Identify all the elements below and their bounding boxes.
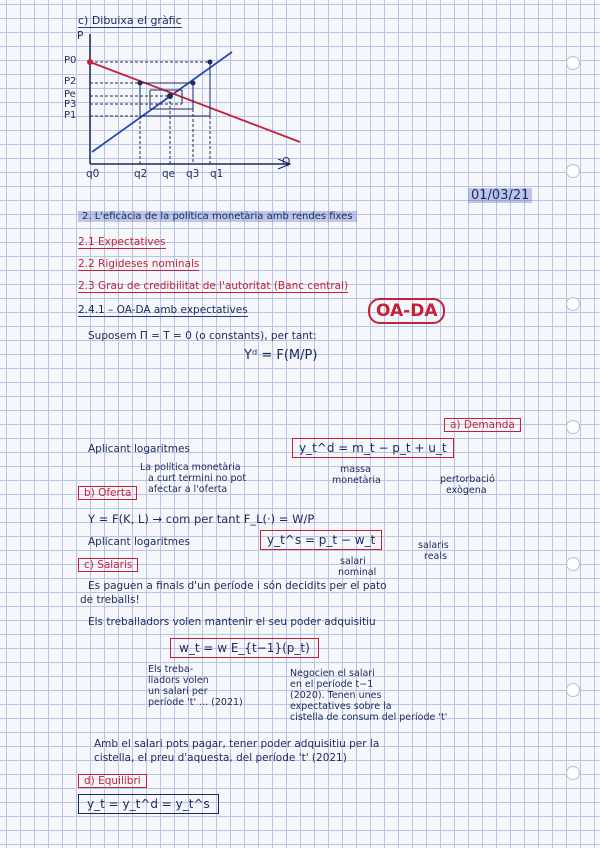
formula-equilibrium: y_t = y_t^d = y_t^s	[78, 794, 219, 814]
label-c-salaris: c) Salaris	[78, 558, 138, 572]
axis-label-p: P	[77, 30, 84, 42]
qty-label-q2: q2	[134, 168, 148, 180]
qty-label-q1: q1	[210, 168, 224, 180]
under-massa-2: monetària	[332, 475, 381, 486]
formula-demand-log: y_t^d = m_t − p_t + u_t	[292, 438, 454, 458]
oa-da-badge: OA-DA	[368, 298, 445, 324]
salaris-line-1: Es paguen a finals d'un període i són decidits per el pato	[88, 580, 387, 592]
right-note-5: cistella de consum del període 't'	[290, 712, 448, 723]
under-pertorbacio-2: exògena	[446, 485, 487, 496]
formula-production-function: Y = F(K, L) → com per tant F_L(·) = W/P	[88, 512, 315, 526]
politica-note-3: afectar a l'oferta	[148, 484, 228, 495]
punch-hole	[566, 297, 580, 311]
punch-hole	[566, 557, 580, 571]
right-note-2: en el període t−1	[290, 679, 374, 690]
section-2-1: 2.1 Expectatives	[78, 236, 166, 248]
section-2-title: 2. L'eficàcia de la política monetària amb rendes fixes	[78, 211, 357, 222]
price-label-p1: P1	[64, 110, 77, 121]
salaris-reals-1: salaris	[418, 540, 449, 551]
qty-label-qe: qe	[162, 168, 176, 180]
left-note-2: lladors volen	[148, 675, 209, 686]
qty-label-q3: q3	[186, 168, 200, 180]
aplicant-logaritmes-2: Aplicant logaritmes	[88, 536, 190, 548]
left-note-4: període 't' ... (2021)	[148, 697, 243, 708]
qty-label-q0: q0	[86, 168, 100, 180]
treballadors-line: Els treballadors volen mantenir el seu poder adquisitiu	[88, 616, 376, 628]
left-note-1: Els treba-	[148, 664, 194, 675]
section-2-4-1: 2.4.1 – OA-DA amb expectatives	[78, 304, 248, 316]
formula-supply-log: y_t^s = p_t − w_t	[260, 530, 382, 550]
price-label-pe: Pe	[64, 89, 76, 100]
right-note-3: (2020). Tenen unes	[290, 690, 382, 701]
formula-demand-function: Yᵈ = F(M/P)	[244, 348, 318, 363]
salaris-reals-2: reals	[424, 551, 447, 562]
aplicant-logaritmes-1: Aplicant logaritmes	[88, 443, 190, 455]
politica-note-2: a curt termini no pot	[148, 473, 247, 484]
punch-hole	[566, 683, 580, 697]
right-note-1: Negocien el salari	[290, 668, 375, 679]
amb-el-salari-line: Amb el salari pots pagar, tener poder adquisitiu per la	[94, 738, 380, 750]
punch-hole	[566, 766, 580, 780]
under-salari-2: nominal	[338, 567, 377, 578]
suposem-line: Suposem Π = T = 0 (o constants), per tant:	[88, 330, 317, 342]
under-pertorbacio-1: pertorbació	[440, 474, 495, 485]
under-massa-1: massa	[340, 464, 371, 475]
cistella-line: cistella, el preu d'aquesta, del període 't' (2021)	[94, 752, 347, 764]
label-b-oferta: b) Oferta	[78, 486, 137, 500]
section-2-2: 2.2 Rigideses nominals	[78, 258, 200, 270]
price-label-p2: P2	[64, 76, 77, 87]
section-2-3: 2.3 Grau de credibilitat de l'autoritat (Banc central)	[78, 280, 349, 292]
label-a-demanda: a) Demanda	[444, 418, 521, 432]
punch-hole	[566, 164, 580, 178]
salaris-line-2: de treballs!	[80, 594, 140, 606]
punch-hole	[566, 56, 580, 70]
left-note-3: un salari per	[148, 686, 208, 697]
under-salari-1: salari	[340, 556, 366, 567]
right-note-4: expectatives sobre la	[290, 701, 392, 712]
date-label: 01/03/21	[468, 188, 532, 203]
price-label-p3: P3	[64, 99, 77, 110]
axis-label-q: Q	[282, 156, 291, 168]
punch-hole	[566, 420, 580, 434]
price-label-p0: P0	[64, 55, 77, 66]
graph-heading: c) Dibuixa el gràfic	[78, 14, 182, 27]
formula-wage: w_t = w E_{t−1}(p_t)	[170, 638, 319, 658]
label-d-equilibri: d) Equilibri	[78, 774, 147, 788]
politica-note-1: La política monetària	[140, 462, 241, 473]
